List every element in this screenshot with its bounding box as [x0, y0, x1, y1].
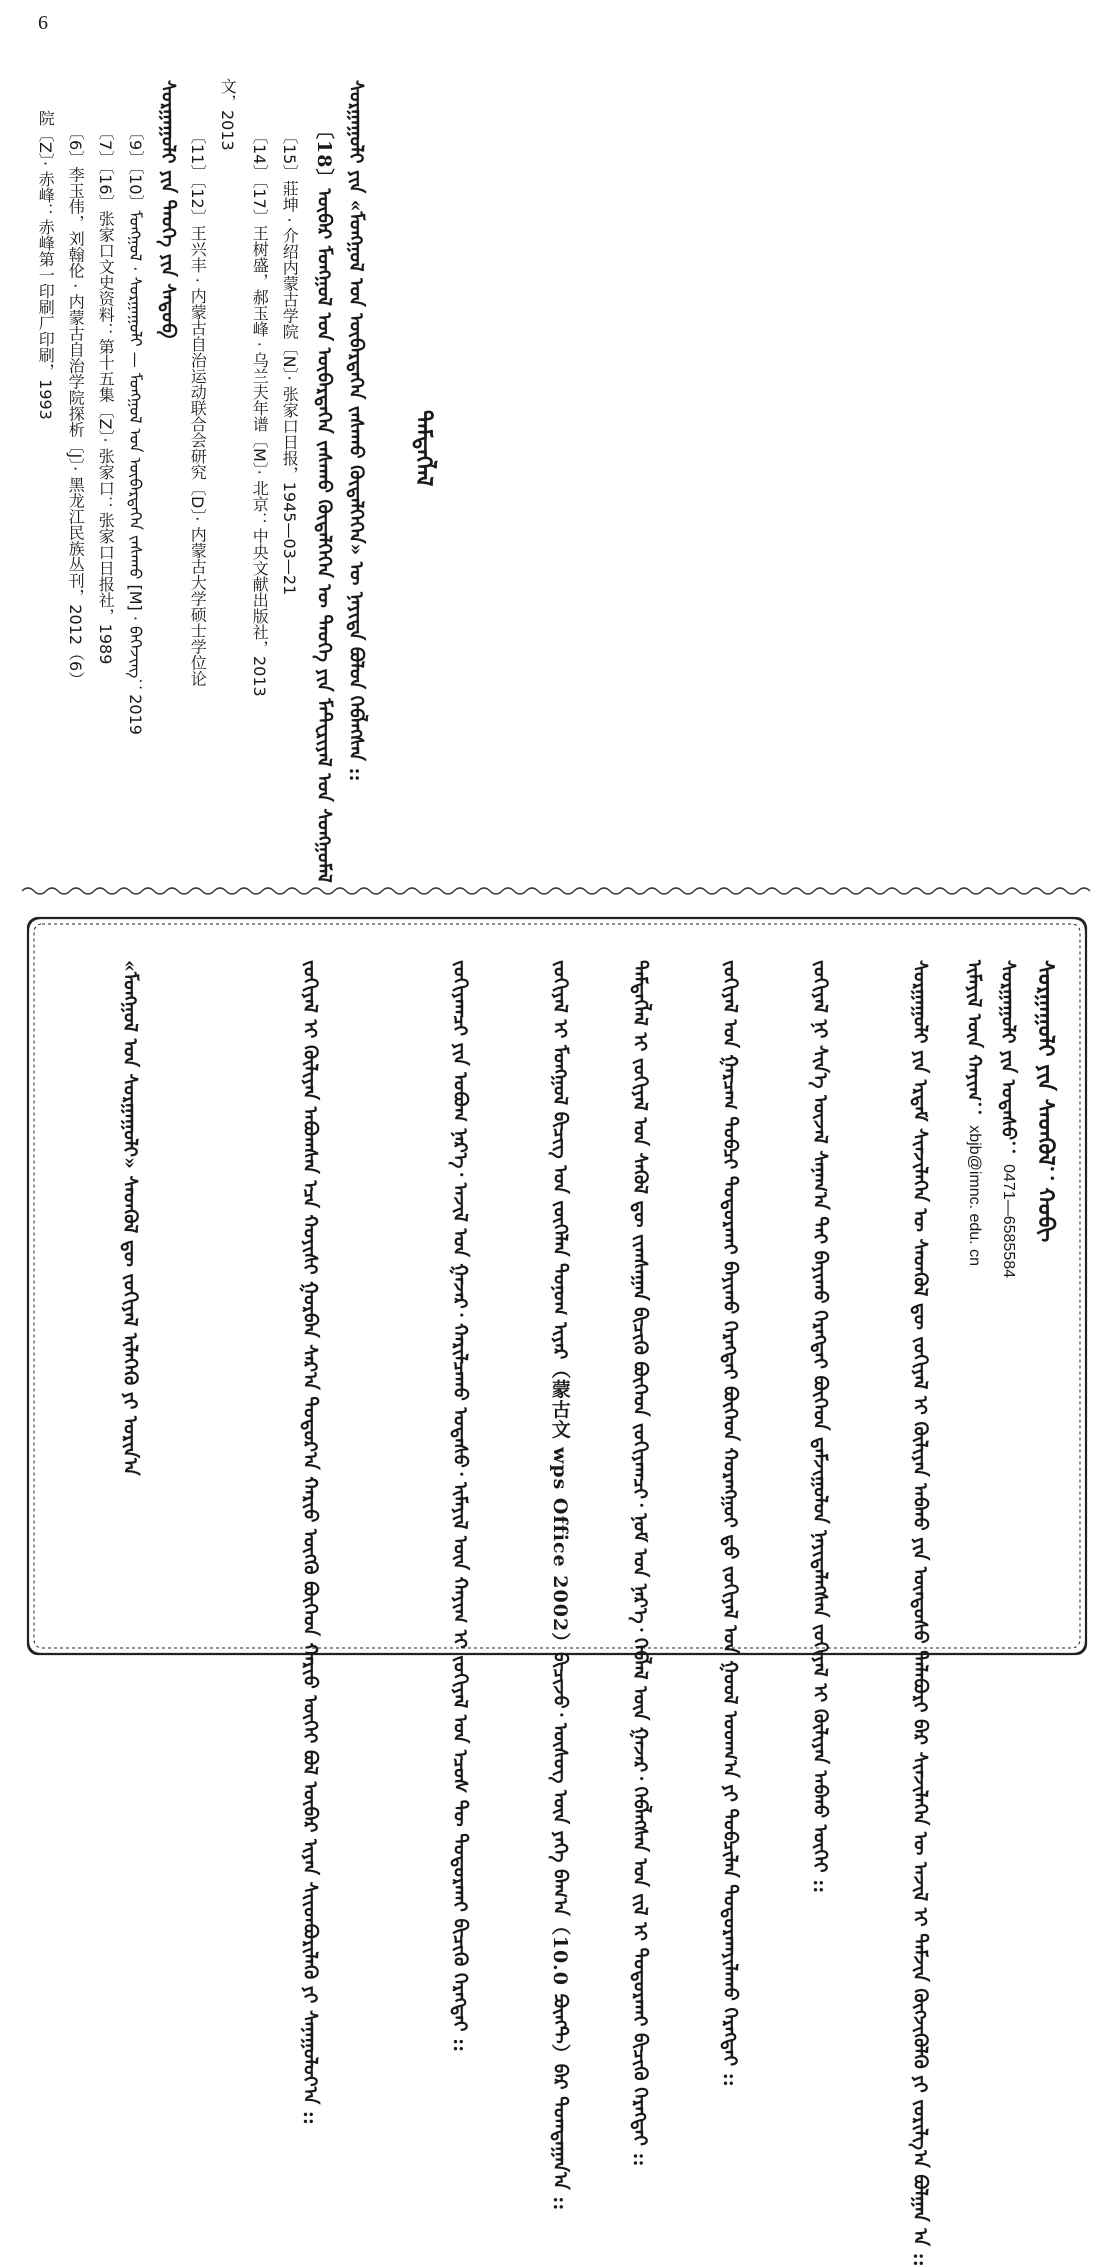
reference-column-10: 〔18〕ᠥᠪᠡᠷ ᠮᠣᠩᠭᠣᠯ ᠤᠨ ᠥᠪᠡᠷᠲᠡᠭᠡᠨ ᠵᠠᠰᠠᠬᠤ ᠬᠥᠳᠡᠯᠭᠡᠭᠡᠨ ᠦ ᠲᠡᠦᠬᠡ ᠶᠢᠨ ᠮᠠᠲ᠋ᠧᠷᠢᠶᠠᠯ ᠤᠨ ᠰᠣᠩᠭᠣᠮᠠᠯ: [312, 120, 335, 883]
info-box-title: ᠰᠤᠷᠭᠠᠭᠤᠯᠢ ᠶᠢᠨ ᠰᠡᠳᠭᠦᠯ：ᠬᠤᠪᠢ: [1032, 960, 1059, 1243]
reference-column-4: 〔9〕〔10〕ᠮᠣᠩᠭᠣᠯ · ᠰᠤᠷᠭᠠᠭᠤᠯᠢ — ᠮᠣᠩᠭᠣᠯ ᠤᠨ ᠥᠪᠡᠷᠲᠡᠭᠡᠨ ᠵᠠᠰᠠᠬᠤ [M] · ᠪᠡᠭᠡᠵᠢᠩ：2019: [126, 124, 146, 735]
info-paragraph-5: ᠵᠣᠬᠢᠶᠠᠯ ᠢ ᠮᠣᠩᠭᠣᠯ ᠪᠢᠴᠢᠭ ᠤᠨ ᠵᠥᠭᠡᠯᠡᠨ ᠲᠣᠨᠣᠭ ᠢᠶᠠᠷ（蒙古文 wps Office 2002）ᠪᠢᠴᠢᠵᠦ᠂ ᠦᠰᠦᠭ ᠦᠨ ᠶᠡᠬᠡ ᠪᠠᠭ᠎ᠠ（10.0 ᠫᠦᠩᠲ）ᠪᠠᠷ ᠲᠣᠭᠲᠠᠭᠠᠨ᠎ᠠ ::: [548, 960, 571, 2211]
email-row: [962, 960, 985, 1266]
reference-column-5: ᠰᠤᠷᠭᠠᠭᠤᠯᠢ ᠶᠢᠨ ᠲᠡᠦᠬᠡ ᠶᠢᠨ ᠰᠡᠳᠦᠪ: [156, 80, 179, 339]
reference-column-9: 〔15〕莊坤 · 介绍内蒙古学院〔N〕· 张家口日报，1945—03—21: [280, 128, 300, 596]
info-paragraph-3: ᠵᠣᠬᠢᠶᠠᠯ ᠤᠨ ᠭᠠᠷᠴᠠᠭ ᠲᠣᠪᠴᠢ ᠲᠣᠳᠣᠷᠬᠠᠢ ᠪᠠᠶᠢᠬᠤ ᠬᠡᠷᠡᠭᠲᠡᠢ ᠪᠥᠭᠡᠳ ᠬᠤᠷᠠᠩᠭᠤᠢ ᠳ᠋ᠤ ᠵᠣᠬᠢᠶᠠᠯ ᠤᠨ ᠭᠣᠣᠯ ᠤᠳᠬ᠎ᠠ ᠶᠢ ᠲᠣᠪᠴᠢᠯᠠᠨ ᠲᠣᠳᠣᠷᠬᠠᠶᠢᠯᠠᠬᠤ ᠬᠡᠷᠡᠭᠲᠡᠢ ::: [718, 960, 741, 2087]
reference-column-11: ᠰᠤᠷᠭᠠᠭᠤᠯᠢ ᠶᠢᠨ «ᠮᠣᠩᠭᠣᠯ ᠤᠨ ᠥᠪᠡᠷᠲᠡᠭᠡᠨ ᠵᠠᠰᠠᠬᠤ ᠬᠥᠳᠡᠯᠭᠡᠭᠡᠨ» ᠦ ᠨᠡᠶᠢᠲᠡ ᠪᠣᠯᠤᠨ ᠬᠡᠪᠯᠡᠭᠰᠡᠨ ::: [344, 80, 367, 782]
info-paragraph-1: ᠰᠤᠷᠭᠠᠭᠤᠯᠢ ᠶᠢᠨ ᠡᠷᠳᠡᠮ ᠰᠢᠨᠵᠢᠯᠡᠭᠡᠨ ᠦ ᠰᠡᠳᠭᠦᠯ ᠳᠦ ᠵᠣᠬᠢᠶᠠᠯ ᠢ ᠬᠦᠯᠢᠶᠡᠨ ᠠᠪᠬᠤ ᠶᠢᠨ ᠦᠨᠳᠦᠰᠦ ᠲᠠᠯᠠᠪᠤᠷᠢ ᠪᠠᠷ ᠰᠢᠨᠵᠢᠯᠡᠭᠡᠨ ᠦ ᠠᠵᠢᠯ ᠢ ᠳᠡᠮᠵᠢᠨ ᠬᠥᠭᠵᠢᠭᠦᠯᠬᠦ ᠶᠢ ᠵᠣᠷᠢᠯᠭ᠎ᠠ ᠪᠣᠯᠭᠠᠨ ᠠ ::: [908, 960, 931, 2267]
info-paragraph-4: ᠲᠡᠮᠳᠡᠭᠯᠡᠯ ᠢ ᠵᠣᠬᠢᠶᠠᠯ ᠤᠨ ᠰᠡᠬᠦᠯ ᠳᠦ ᠵᠢᠭᠰᠠᠭᠠᠨ ᠪᠢᠴᠢᠬᠦ ᠪᠥᠭᠡᠳ ᠵᠣᠬᠢᠶᠠᠭᠴᠢ᠂ ᠨᠣᠮ ᠤᠨ ᠨᠡᠷ᠎ᠡ᠂ ᠬᠡᠪᠯᠡᠯ ᠦᠨ ᠭᠠᠵᠠᠷ᠂ ᠬᠡᠪᠯᠡᠭᠰᠡᠨ ᠣᠨ ᠵᠢᠯ ᠢ ᠲᠣᠳᠣᠷᠬᠠᠢ ᠪᠢᠴᠢᠬᠦ ᠬᠡᠷᠡᠭᠲᠡᠢ ::: [628, 960, 651, 2167]
reference-column-3: 〔7〕〔16〕张家口文史资料：第十五集〔Z〕· 张家口：张家口日报社，1989: [96, 124, 116, 665]
email-label: ᠢᠮᠡᠶᠢᠯ ᠦᠨ ᠬᠠᠶᠢᠭ：: [962, 960, 985, 1121]
info-paragraph-8: «ᠮᠣᠩᠭᠣᠯ ᠤᠨ ᠰᠤᠷᠭᠠᠭᠤᠯᠢ» ᠰᠡᠳᠭᠦᠯ ᠳᠦ ᠵᠣᠬᠢᠶᠠᠯ ᠢᠯᠡᠭᠡᠬᠦ ᠶᠢ ᠤᠷᠢᠨ᠎ᠠ: [118, 960, 141, 1476]
email-address: xbjb@imnc. edu. cn: [965, 1125, 983, 1266]
info-paragraph-7: ᠵᠣᠬᠢᠶᠠᠯ ᠢ ᠬᠦᠯᠢᠶᠡᠨ ᠠᠪᠤᠭᠰᠠᠨ ᠡᠴᠡ ᠬᠣᠶᠢᠰᠢ ᠭᠤᠷᠪᠠᠨ ᠰᠠᠷ᠎ᠠ ᠳᠣᠲᠣᠷ᠎ᠠ ᠬᠠᠷᠢᠤ ᠥᠭᠬᠦ ᠪᠥᠭᠡᠳ ᠬᠠᠷᠢᠤ ᠦᠭᠡᠢ ᠪᠣᠯ ᠥᠪᠡᠷ ᠢᠶᠡᠨ ᠰᠢᠢᠳᠪᠦᠷᠢᠯᠡᠬᠦ ᠶᠢ ᠰᠠᠨᠠᠭᠤᠯᠤᠶ᠎ᠠ ::: [298, 960, 321, 2125]
info-paragraph-6: ᠵᠣᠬᠢᠶᠠᠭᠴᠢ ᠶᠢᠨ ᠣᠪᠣᠭ ᠨᠡᠷ᠎ᠡ᠂ ᠠᠵᠢᠯ ᠤᠨ ᠭᠠᠵᠠᠷ᠂ ᠬᠠᠷᠢᠯᠴᠠᠬᠤ ᠤᠲᠠᠰᠤ᠂ ᠢᠮᠡᠶᠢᠯ ᠦᠨ ᠬᠠᠶᠢᠭ ᠢ ᠵᠣᠬᠢᠶᠠᠯ ᠤᠨ ᠡᠴᠦᠰ ᠲᠦ ᠲᠣᠳᠣᠷᠬᠠᠢ ᠪᠢᠴᠢᠬᠦ ᠬᠡᠷᠡᠭᠲᠡᠢ ::: [448, 960, 471, 2053]
phone-number: 0471—6585584: [999, 1164, 1017, 1279]
page-number: 6: [38, 12, 48, 34]
reference-column-1: 院〔Z〕· 赤峰：赤峰第一印刷厂印刷，1993: [36, 110, 56, 420]
wavy-divider: [22, 884, 1094, 898]
reference-column-8: 〔14〕〔17〕王树盛，郝玉峰 · 乌兰夫年谱〔M〕· 北京：中央文献出版社，2013: [250, 128, 270, 697]
reference-column-7: 文，2013: [218, 78, 238, 151]
phone-label: ᠰᠤᠷᠭᠠᠭᠤᠯᠢ ᠶᠢᠨ ᠤᠲᠠᠰᠤ：: [996, 960, 1019, 1160]
reference-column-6: 〔11〕〔12〕王兴丰 · 内蒙古自治运动联合会研究〔D〕· 内蒙古大学硕士学位论: [188, 128, 208, 687]
phone-row: [996, 960, 1019, 1278]
references-heading: ᠲᠡᠮᠳᠡᠭᠯᠡᠯ: [410, 410, 437, 487]
info-paragraph-2: ᠵᠣᠬᠢᠶᠠᠯ ᠨᠢ ᠰᠢᠨ᠎ᠡ ᠦᠵᠡᠯ ᠰᠠᠨᠠᠭ᠎ᠠ ᠲᠠᠢ ᠪᠠᠶᠢᠬᠤ ᠬᠡᠷᠡᠭᠲᠡᠢ ᠪᠥᠭᠡᠳ ᠳ᠋ᠠᠮᠵᠢᠭᠤᠯᠤᠨ ᠨᠡᠶᠢᠲᠡᠯᠡᠭᠰᠡᠨ ᠵᠣᠬᠢᠶᠠᠯ ᠢ ᠬᠦᠯᠢᠶᠡᠨ ᠠᠪᠬᠤ ᠦᠭᠡᠢ ::: [808, 960, 831, 1894]
reference-column-2: 〔6〕李玉伟，刘翰伦 · 内蒙古自治学院探析〔J〕· 黑龙江民族丛刊，2012（6）: [66, 124, 86, 688]
